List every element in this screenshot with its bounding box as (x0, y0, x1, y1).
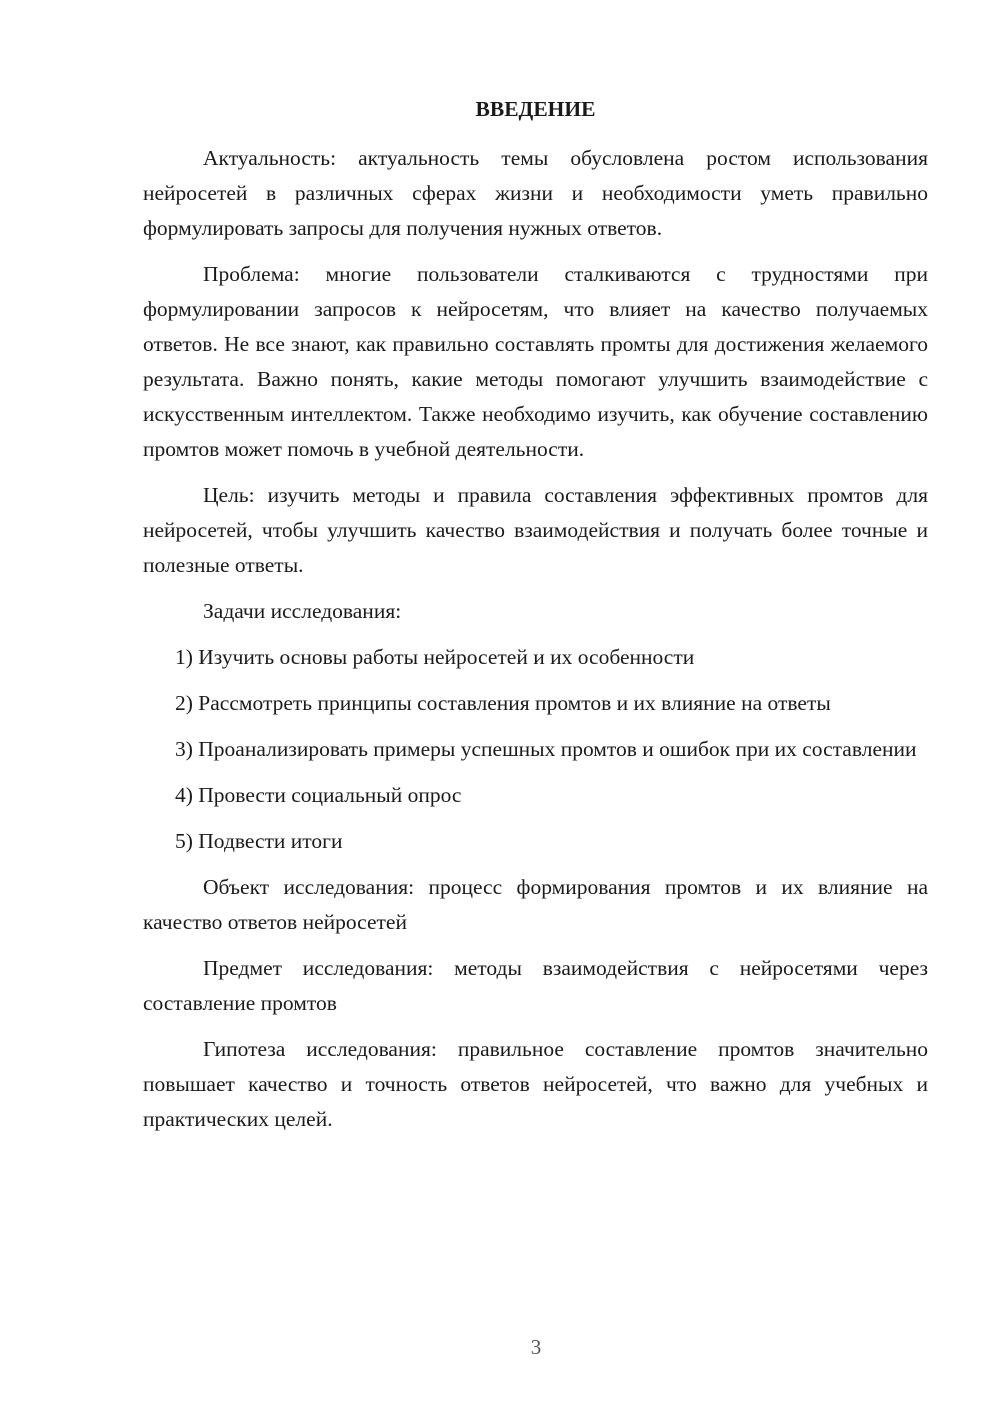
task-item-5: 5) Подвести итоги (175, 829, 343, 853)
page-number: 3 (530, 1335, 542, 1359)
document-page (143, 92, 928, 1148)
page-title: ВВЕДЕНИЕ (475, 97, 596, 121)
hypothesis-paragraph: Гипотеза исследования: правильное составление промтов значительно повышает качество и точность ответов нейросетей, что важно для учебных и практических целей. (143, 1037, 928, 1131)
goal-paragraph: Цель: изучить методы и правила составления эффективных промтов для нейросетей, чтобы улучшить качество взаимодействия и получать более точные и полезные ответы. (143, 483, 928, 577)
task-item-4: 4) Провести социальный опрос (175, 783, 462, 807)
task-item-3: 3) Проанализировать примеры успешных промтов и ошибок при их составлении (175, 737, 917, 761)
task-item-2: 2) Рассмотреть принципы составления промтов и их влияние на ответы (175, 691, 831, 715)
relevance-paragraph: Актуальность: актуальность темы обусловлена ростом использования нейросетей в различных сферах жизни и необходимости уметь правильно формулировать запросы для получения нужных ответов. (143, 146, 928, 240)
tasks-heading: Задачи исследования: (203, 599, 402, 623)
subject-paragraph: Предмет исследования: методы взаимодействия с нейросетями через составление промтов (143, 956, 928, 1015)
object-paragraph: Объект исследования: процесс формирования промтов и их влияние на качество ответов нейросетей (143, 875, 928, 934)
problem-paragraph: Проблема: многие пользователи сталкиваются с трудностями при формулировании запросов к нейросетям, что влияет на качество получаемых ответов. Не все знают, как правильно составлять промты для достижения желаемого результата. Важно понять, какие методы помогают улучшить взаимодействие с искусственным интеллектом. Также необходимо изучить, как обучение составлению промтов может помочь в учебной деятельности. (143, 262, 928, 461)
task-item-1: 1) Изучить основы работы нейросетей и их особенности (175, 645, 695, 669)
